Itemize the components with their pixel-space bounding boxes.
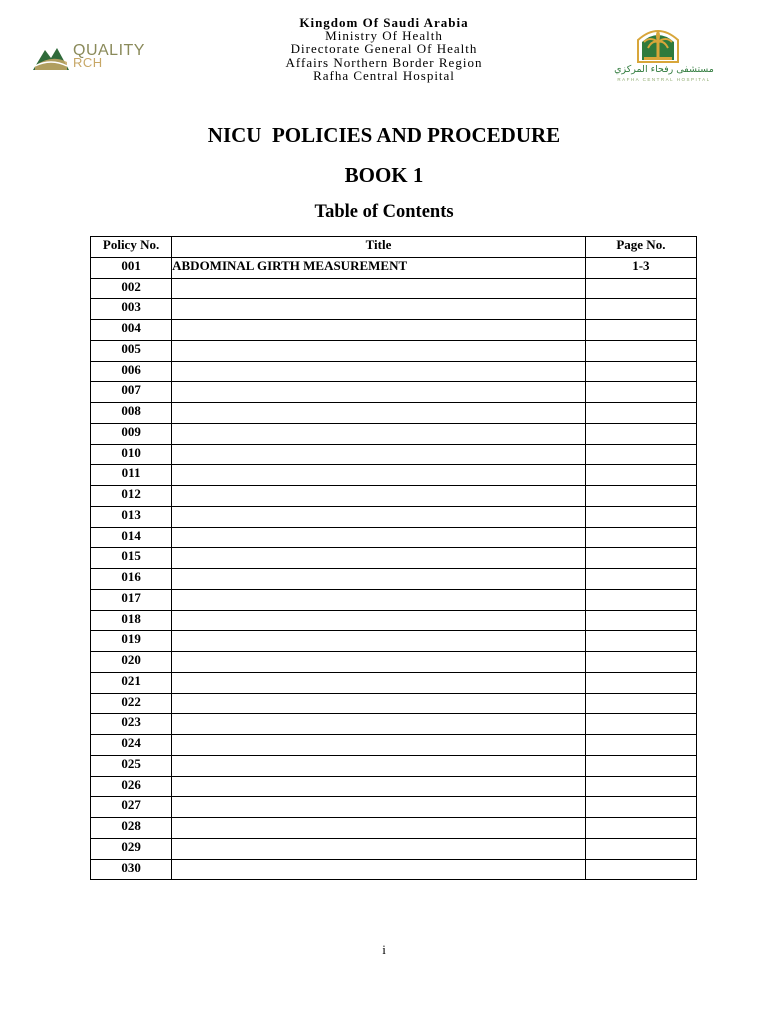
table-row xyxy=(91,589,697,610)
policy-number-cell: 010 xyxy=(91,444,172,465)
page-header xyxy=(0,0,768,100)
policy-title-cell xyxy=(172,838,586,859)
page-number-cell xyxy=(585,569,696,590)
policy-number-cell: 029 xyxy=(91,838,172,859)
page-number-cell xyxy=(585,403,696,424)
page-number-cell xyxy=(585,506,696,527)
page-number-cell xyxy=(585,652,696,673)
policy-title-cell xyxy=(172,465,586,486)
toc-body xyxy=(91,257,697,880)
policy-title-cell xyxy=(172,506,586,527)
table-row xyxy=(91,776,697,797)
table-header-row xyxy=(91,237,697,258)
table-row xyxy=(91,818,697,839)
policy-number-cell: 025 xyxy=(91,755,172,776)
policy-number-cell: 028 xyxy=(91,818,172,839)
policy-title-cell xyxy=(172,423,586,444)
policy-number-cell: 011 xyxy=(91,465,172,486)
hospital-english-small: RAFHA CENTRAL HOSPITAL xyxy=(617,77,711,82)
policy-title-cell xyxy=(172,382,586,403)
policy-title-cell xyxy=(172,299,586,320)
policy-number-cell: 004 xyxy=(91,320,172,341)
page-number-cell xyxy=(585,797,696,818)
table-row xyxy=(91,340,697,361)
page-number-cell xyxy=(585,278,696,299)
table-row xyxy=(91,755,697,776)
quality-rch-logo xyxy=(33,42,163,72)
page-number-cell xyxy=(585,859,696,880)
policy-number-cell: 027 xyxy=(91,797,172,818)
table-row xyxy=(91,631,697,652)
page-number-cell xyxy=(585,444,696,465)
table-row xyxy=(91,506,697,527)
policy-number-cell: 019 xyxy=(91,631,172,652)
page-number-cell xyxy=(585,382,696,403)
page-number-cell xyxy=(585,714,696,735)
policy-number-cell: 007 xyxy=(91,382,172,403)
policy-title-cell xyxy=(172,755,586,776)
policy-title-cell xyxy=(172,818,586,839)
header-line-kingdom: Kingdom Of Saudi Arabia xyxy=(299,15,469,30)
mountain-logo-icon xyxy=(33,44,69,70)
policy-title-cell xyxy=(172,797,586,818)
policy-title-cell xyxy=(172,361,586,382)
policy-number-cell: 005 xyxy=(91,340,172,361)
policy-title-cell xyxy=(172,548,586,569)
table-row xyxy=(91,278,697,299)
policy-title-cell xyxy=(172,340,586,361)
document-title: NICU POLICIES AND PROCEDURE xyxy=(207,123,561,147)
page-number-cell xyxy=(585,818,696,839)
page-number-cell xyxy=(585,693,696,714)
page-number-cell xyxy=(585,589,696,610)
header-line-hospital: Rafha Central Hospital xyxy=(313,67,455,83)
table-row xyxy=(91,465,697,486)
policy-number-cell: 003 xyxy=(91,299,172,320)
table-row xyxy=(91,548,697,569)
policy-number-cell: 022 xyxy=(91,693,172,714)
policy-title-cell xyxy=(172,278,586,299)
policy-title-cell xyxy=(172,631,586,652)
policy-number-cell: 023 xyxy=(91,714,172,735)
page-number-cell xyxy=(585,755,696,776)
header-line-ministry: Ministry Of Health xyxy=(325,28,443,44)
page-number-cell xyxy=(585,631,696,652)
policy-title-cell xyxy=(172,403,586,424)
table-row xyxy=(91,423,697,444)
policy-number-cell: 024 xyxy=(91,735,172,756)
page-number-cell xyxy=(585,776,696,797)
page-number-cell xyxy=(585,320,696,341)
policy-title-cell xyxy=(172,527,586,548)
policy-number-cell: 013 xyxy=(91,506,172,527)
table-row xyxy=(91,320,697,341)
policy-number-cell: 018 xyxy=(91,610,172,631)
page-number-cell xyxy=(585,486,696,507)
policy-title-cell xyxy=(172,714,586,735)
page-number-cell xyxy=(585,527,696,548)
ministry-header-text xyxy=(234,16,534,82)
policy-number-cell: 015 xyxy=(91,548,172,569)
column-header-title: Title xyxy=(172,237,586,258)
header-line-region: Affairs Northern Border Region xyxy=(285,54,483,70)
page-number-cell xyxy=(585,735,696,756)
policy-number-cell: 006 xyxy=(91,361,172,382)
table-row xyxy=(91,838,697,859)
policy-number-cell: 017 xyxy=(91,589,172,610)
header-line-directorate: Directorate General Of Health xyxy=(290,41,478,57)
policy-title-cell xyxy=(172,486,586,507)
table-row xyxy=(91,652,697,673)
page-number-cell xyxy=(585,423,696,444)
policy-title-cell xyxy=(172,569,586,590)
policy-number-cell: 014 xyxy=(91,527,172,548)
toc-heading: Table of Contents xyxy=(314,202,454,222)
page-number-cell xyxy=(585,361,696,382)
column-header-policy-no: Policy No. xyxy=(91,237,172,258)
table-row xyxy=(91,403,697,424)
policy-title-cell xyxy=(172,444,586,465)
page-number-cell xyxy=(585,548,696,569)
policy-number-cell: 012 xyxy=(91,486,172,507)
table-row xyxy=(91,486,697,507)
palm-emblem-icon xyxy=(634,26,682,64)
policy-number-cell: 009 xyxy=(91,423,172,444)
rch-logo-text: RCH xyxy=(73,55,103,70)
page-number-cell xyxy=(585,838,696,859)
page-number-cell xyxy=(585,465,696,486)
policy-title-cell xyxy=(172,320,586,341)
table-row xyxy=(91,299,697,320)
page-number-cell xyxy=(585,299,696,320)
table-row xyxy=(91,672,697,693)
policy-title-cell xyxy=(172,693,586,714)
book-label: BOOK 1 xyxy=(344,163,424,187)
policy-number-cell: 016 xyxy=(91,569,172,590)
policy-title-cell xyxy=(172,672,586,693)
table-row xyxy=(91,735,697,756)
policy-number-cell: 021 xyxy=(91,672,172,693)
page-number-cell xyxy=(585,610,696,631)
table-of-contents xyxy=(90,236,697,880)
table-row xyxy=(91,257,697,278)
table-row xyxy=(91,859,697,880)
policy-number-cell: 026 xyxy=(91,776,172,797)
policy-number-cell: 001 xyxy=(91,257,172,278)
column-header-page-no: Page No. xyxy=(585,237,696,258)
table-row xyxy=(91,610,697,631)
table-row xyxy=(91,382,697,403)
rafha-hospital-logo xyxy=(596,26,732,82)
table-row xyxy=(91,527,697,548)
policy-title-cell xyxy=(172,652,586,673)
quality-logo-text: QUALITY xyxy=(73,42,145,59)
page-number: i xyxy=(382,942,386,957)
policy-number-cell: 008 xyxy=(91,403,172,424)
policy-title-cell xyxy=(172,859,586,880)
policy-title-cell xyxy=(172,776,586,797)
policy-title-cell xyxy=(172,610,586,631)
policy-title-cell xyxy=(172,735,586,756)
policy-number-cell: 002 xyxy=(91,278,172,299)
table-row xyxy=(91,444,697,465)
table-row xyxy=(91,693,697,714)
table-row xyxy=(91,361,697,382)
table-row xyxy=(91,797,697,818)
page-number-cell xyxy=(585,340,696,361)
table-row xyxy=(91,569,697,590)
page-number-cell: 1-3 xyxy=(585,257,696,278)
policy-title-cell: ABDOMINAL GIRTH MEASUREMENT xyxy=(172,257,586,278)
table-row xyxy=(91,714,697,735)
policy-title-cell xyxy=(172,589,586,610)
hospital-arabic-name: مستشفى رفحاء المركزي xyxy=(614,64,714,75)
page-number-cell xyxy=(585,672,696,693)
policy-number-cell: 020 xyxy=(91,652,172,673)
policy-number-cell: 030 xyxy=(91,859,172,880)
